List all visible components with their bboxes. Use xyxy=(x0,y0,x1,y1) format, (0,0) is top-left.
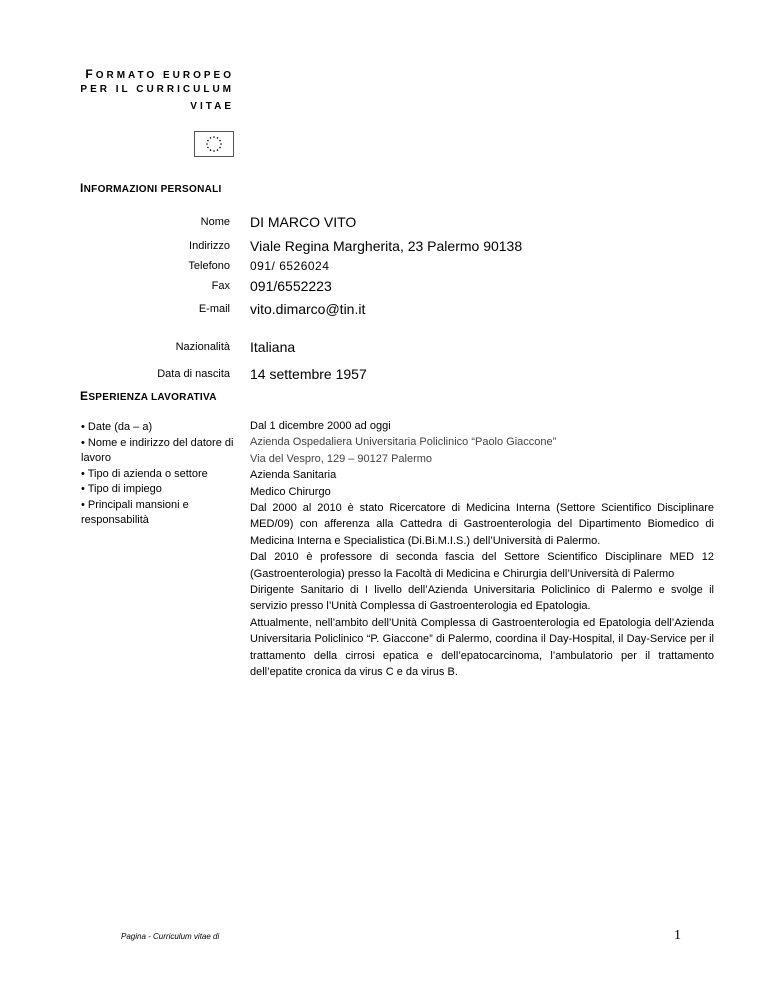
bullet-position: • Tipo di impiego xyxy=(81,483,162,495)
eu-flag-icon xyxy=(194,131,234,157)
value-email: vito.dimarco@tin.it xyxy=(250,301,366,317)
responsibility-paragraph: Dal 2000 al 2010 è stato Ricercatore di Medicina Interna (Settore Scientifico Disciplinare MED/09) con afferenza alla Cattedra di Gastroenterologia del Dipartimento Biomedico di Medicina Interna e Specialistica (Di.Bi.M.I.S.) dell’Università di Palermo. xyxy=(250,502,714,547)
bullet-sector: • Tipo di azienda o settore xyxy=(81,467,208,480)
experience-details xyxy=(250,418,714,681)
section-title-personal-info xyxy=(80,181,222,195)
section-rest: SPERIENZA LAVORATIVA xyxy=(88,392,217,403)
experience-field-labels xyxy=(81,420,241,529)
page-number: 1 xyxy=(674,928,681,943)
page-footer: Pagina - Curriculum vitae di xyxy=(121,932,220,941)
title-initial: F xyxy=(85,67,96,81)
bullet-responsibilities: • Principali mansioni e responsabilità xyxy=(81,498,189,526)
cv-format-title-line2: PER IL CURRICULUM xyxy=(80,84,234,95)
value-nazionalita: Italiana xyxy=(250,339,296,355)
responsibility-paragraph: Attualmente, nell’ambito dell’Unità Complessa di Gastroenterologia ed Epatologia dell’Azienda Universitaria Policlinico “P. Giaccone” di Palermo, coordina il Day-Hospital, il Day-Service per il trattamento della cirrosi epatica e dell’epatocarcinoma, l’ambulatorio per il trattamento dell’epatite cronica da virus C e da virus B. xyxy=(250,616,714,679)
employer-sector: Azienda Sanitaria xyxy=(250,469,337,482)
cv-format-title-line3: VITAE xyxy=(190,101,234,112)
employer-name: Azienda Ospedaliera Universitaria Policlinico “Paolo Giaccone” xyxy=(250,436,557,449)
label-nazionalita: Nazionalità xyxy=(175,341,230,353)
section-title-work-experience xyxy=(80,389,217,403)
label-telefono: Telefono xyxy=(188,260,230,272)
bullet-employer: • Nome e indirizzo del datore di lavoro xyxy=(81,436,234,464)
responsibility-paragraph: Dirigente Sanitario di I livello dell’Azienda Universitaria Policlinico di Palermo e svolge il servizio presso l’Unità Complessa di Gastroenterologia ed Epatologia. xyxy=(250,584,714,613)
cv-format-title-line1 xyxy=(85,67,234,81)
label-email: E-mail xyxy=(198,303,230,315)
label-nome: Nome xyxy=(200,216,230,228)
job-position: Medico Chirurgo xyxy=(250,485,331,498)
bullet-dates: • Date (da – a) xyxy=(81,421,153,433)
label-data-nascita: Data di nascita xyxy=(157,368,230,380)
section-rest: NFORMAZIONI PERSONALI xyxy=(83,184,222,195)
value-data-nascita: 14 settembre 1957 xyxy=(250,366,367,382)
responsibility-paragraph: Dal 2010 è professore di seconda fascia del Settore Scientifico Disciplinare MED 12 (Gastroenterologia) presso la Facoltà di Medicina e Chirurgia dell’Università di Palermo xyxy=(250,551,714,580)
label-fax: Fax xyxy=(211,280,230,292)
value-indirizzo: Viale Regina Margherita, 23 Palermo 90138 xyxy=(250,238,523,254)
value-fax: 091/6552223 xyxy=(250,278,332,294)
value-nome: DI MARCO VITO xyxy=(250,214,357,230)
section-initial: E xyxy=(80,389,89,403)
label-indirizzo: Indirizzo xyxy=(189,240,230,252)
title-rest: ORMATO EUROPEO xyxy=(95,70,234,81)
section-initial: I xyxy=(80,181,84,195)
employer-address: Via del Vespro, 129 – 90127 Palermo xyxy=(250,452,433,465)
experience-dates: Dal 1 dicembre 2000 ad oggi xyxy=(250,420,391,432)
value-telefono: 091/ 6526024 xyxy=(250,259,330,273)
